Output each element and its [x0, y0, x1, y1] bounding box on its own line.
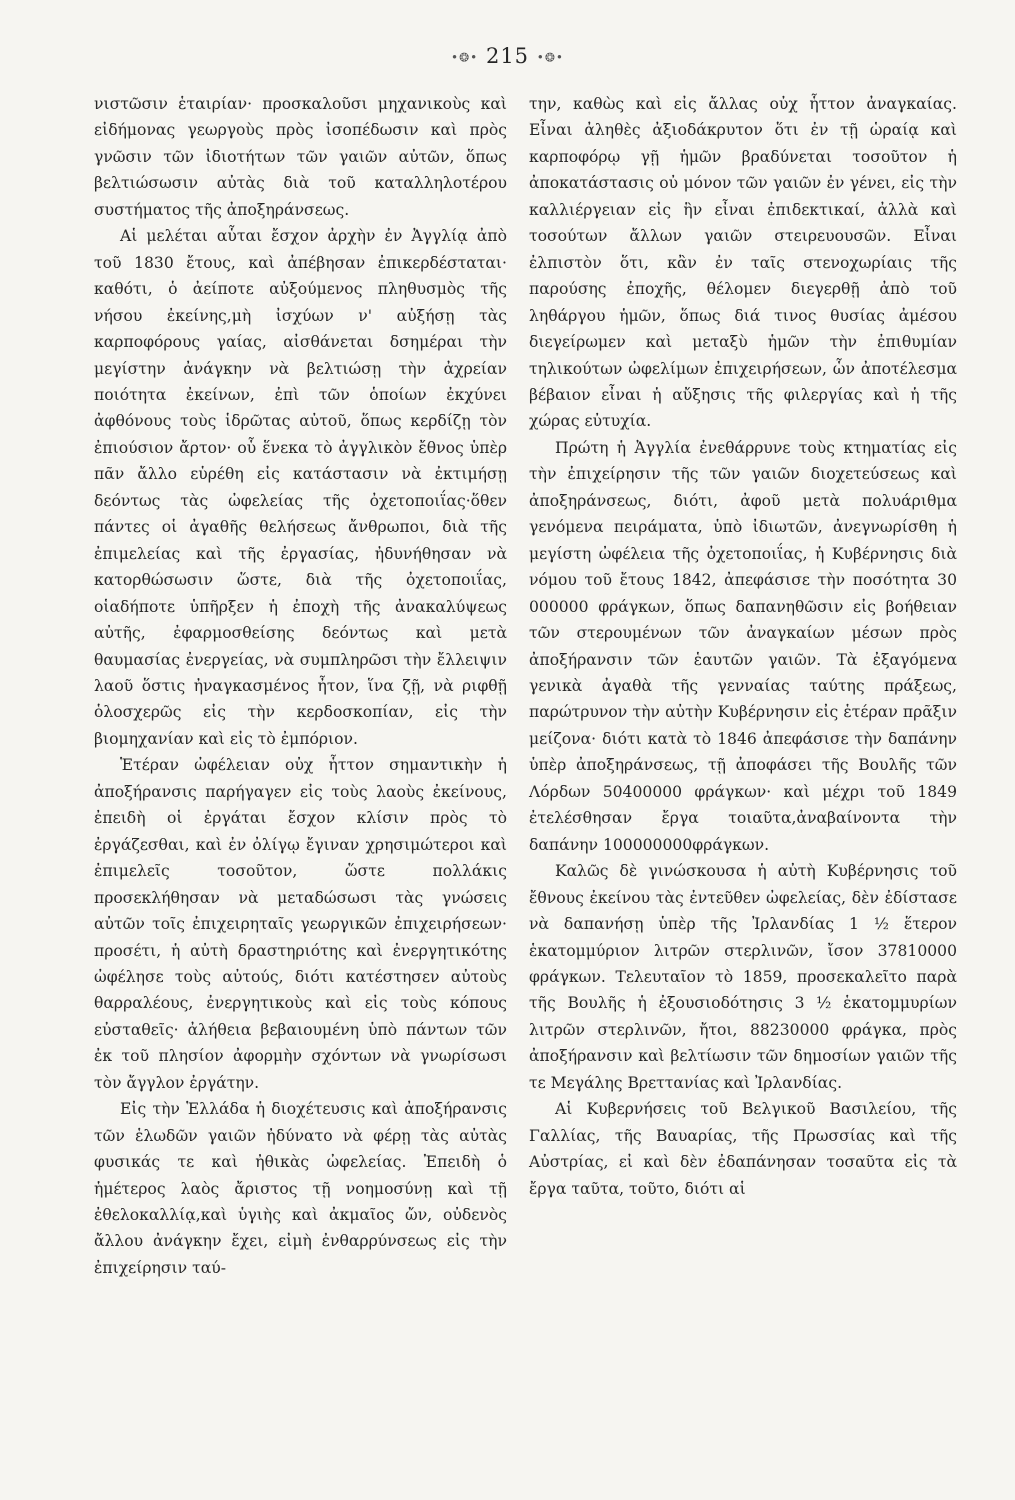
right-column: [529, 91, 957, 1202]
left-column: [94, 91, 507, 1281]
page-number: 215: [485, 44, 530, 68]
paragraph: νιστῶσιν ἑταιρίαν· προσκαλοῦσι μηχανικοὺς καὶ εἰδήμονας γεωργοὺς πρὸς ἰσοπέδωσιν καὶ πρὸς γνῶσιν τῶν ἰδιοτήτων τῶν γαιῶν αὐτῶν, ὅπως βελτιώσωσιν αὐτὰς διὰ τοῦ καταλληλοτέρου συστήματος τῆς ἀποξηράνσεως.: [94, 95, 507, 219]
paragraph: Καλῶς δὲ γινώσκουσα ἡ αὐτὴ Κυβέρνησις τοῦ ἔθνους ἐκείνου τὰς ἐντεῦθεν ὠφελείας, δὲν ἐδίστασε νὰ δαπανήσῃ ὑπὲρ τῆς Ἰρλανδίας 1 ½ ἕτερον ἑκατομμύριον λιτρῶν στερλινῶν, ἴσον 37810000 φράγκων. Τελευταῖον τὸ 1859, προσεκαλεῖτο παρὰ τῆς Βουλῆς ἡ ἐξουσιοδότησις 3 ½ ἑκατομμυρίων λιτρῶν στερλινῶν, ἤτοι, 88230000 φράγκα, πρὸς ἀποξήρανσιν καὶ βελτίωσιν τῶν δημοσίων γαιῶν τῆς τε Μεγάλης Βρεττανίας καὶ Ἰρλανδίας.: [529, 862, 957, 1092]
paragraph: Αἱ Κυβερνήσεις τοῦ Βελγικοῦ Βασιλείου, τῆς Γαλλίας, τῆς Βαυαρίας, τῆς Πρωσσίας καὶ τῆς Αὐστρίας, εἰ καὶ δὲν ἐδαπάνησαν τοσαῦτα εἰς τὰ ἔργα ταῦτα, τοῦτο, διότι αἱ: [529, 1100, 957, 1198]
paragraph: Αἱ μελέται αὗται ἔσχον ἀρχὴν ἐν Ἀγγλίᾳ ἀπὸ τοῦ 1830 ἔτους, καὶ ἀπέβησαν ἐπικερδέσταται· καθότι, ὁ ἀείποτε αὐξούμενος πληθυσμὸς τῆς νήσου ἐκείνης,μὴ ἰσχύων ν' αὐξήσῃ τὰς καρποφόρους γαίας, αἰσθάνεται δσημέραι τὴν μεγίστην ἀνάγκην νὰ βελτιώσῃ τὴν ἀχρείαν ποιότητα ἐκείνων, ἐπὶ τῶν ὁποίων ἐκχύνει ἀφθόνους τοὺς ἱδρῶτας αὐτοῦ, ὅπως κερδίζῃ τὸν ἐπιούσιον ἄρτον· οὗ ἕνεκα τὸ ἀγγλικὸν ἔθνος ὑπὲρ πᾶν ἄλλο εὑρέθη εἰς κατάστασιν νὰ ἐκτιμήσῃ δεόντως τὰς ὠφελείας τῆς ὀχετοποιΐας·ὅθεν πάντες οἱ ἀγαθῆς θελήσεως ἄνθρωποι, διὰ τῆς ἐπιμελείας καὶ τῆς ἐργασίας, ἠδυνήθησαν νὰ κατορθώσωσιν ὥστε, διὰ τῆς ὀχετοποιΐας, οἱαδήποτε ὑπῆρξεν ἡ ἐποχὴ τῆς ἀνακαλύψεως αὐτῆς, ἐφαρμοσθείσης δεόντως καὶ μετὰ θαυμασίας ἐνεργείας, νὰ συμπληρῶσι τὴν ἔλλειψιν λαοῦ ὅστις ἠναγκασμένος ἦτον, ἵνα ζῇ, νὰ ριφθῇ ὁλοσχερῶς εἰς τὴν κερδοσκοπίαν, εἰς τὴν βιομηχανίαν καὶ εἰς τὸ ἐμπόριον.: [94, 227, 507, 748]
paragraph: Ἑτέραν ὠφέλειαν οὐχ ἧττον σημαντικὴν ἡ ἀποξήρανσις παρήγαγεν εἰς τοὺς λαοὺς ἐκείνους, ἐπειδὴ οἱ ἐργάται ἔσχον κλίσιν πρὸς τὸ ἐργάζεσθαι, καὶ ἐν ὀλίγῳ ἔγιναν χρησιμώτεροι καὶ ἐπιμελεῖς τοσοῦτον, ὥστε πολλάκις προσεκλήθησαν νὰ μεταδώσωσι τὰς γνώσεις αὐτῶν τοῖς ἐπιχειρηταῖς γεωργικῶν ἐπιχειρήσεων· προσέτι, ἡ αὐτὴ δραστηριότης καὶ ἐνεργητικότης ὠφέλησε τοὺς αὐτούς, διότι κατέστησεν αὐτοὺς θαρραλέους, ἐνεργητικοὺς καὶ εἰς τοὺς κόπους εὐσταθεῖς· ἀλήθεια βεβαιουμένη ὑπὸ πάντων τῶν ἐκ τοῦ πλησίον ἀφορμὴν σχόντων νὰ γνωρίσωσι τὸν ἄγγλον ἐργάτην.: [94, 756, 507, 1092]
ornament-left-icon: •❂•: [451, 50, 479, 65]
ornament-right-icon: •❂•: [536, 50, 564, 65]
paragraph: Εἰς τὴν Ἑλλάδα ἡ διοχέτευσις καὶ ἀποξήρανσις τῶν ἑλωδῶν γαιῶν ἠδύνατο νὰ φέρῃ τὰς αὐτὰς φυσικάς τε καὶ ἠθικὰς ὠφελείας. Ἐπειδὴ ὁ ἡμέτερος λαὸς ἄριστος τῇ νοημοσύνῃ καὶ τῇ ἐθελοκαλλίᾳ,καὶ ὑγιὴς καὶ ἀκμαῖος ὤν, οὐδενὸς ἄλλου ἀνάγκην ἔχει, εἰμὴ ἐνθαρρύνσεως εἰς τὴν ἐπιχείρησιν ταύ-: [94, 1100, 507, 1277]
page-header: [0, 44, 1015, 68]
paragraph: Πρώτη ἡ Ἀγγλία ἐνεθάρρυνε τοὺς κτηματίας εἰς τὴν ἐπιχείρησιν τῆς τῶν γαιῶν διοχετεύσεως καὶ ἀποξηράνσεως, διότι, ἀφοῦ μετὰ πολυάριθμα γενόμενα πειράματα, ὑπὸ ἰδιωτῶν, ἀνεγνωρίσθη ἡ μεγίστη ὠφέλεια τῆς ὀχετοποιΐας, ἡ Κυβέρνησις διὰ νόμου τοῦ ἔτους 1842, ἀπεφάσισε τὴν ποσότητα 30 000000 φράγκων, ὅπως δαπανηθῶσιν εἰς βοήθειαν τῶν στερουμένων τῶν ἀναγκαίων μέσων πρὸς ἀποξήρανσιν τῶν ἑαυτῶν γαιῶν. Τὰ ἐξαγόμενα γενικὰ ἀγαθὰ τῆς γενναίας ταύτης πράξεως, παρώτρυνον τὴν αὐτὴν Κυβέρνησιν εἰς ἑτέραν πρᾶξιν μείζονα· διότι κατὰ τὸ 1846 ἀπεφάσισε τὴν δαπάνην ὑπὲρ ἀποξηράνσεως, τῇ ἀποφάσει τῆς Βουλῆς τῶν Λόρδων 50400000 φράγκων· καὶ μέχρι τοῦ 1849 ἐτελέσθησαν ἔργα τοιαῦτα,ἀναβαίνοντα τὴν δαπάνην 100000000φράγκων.: [529, 438, 957, 854]
paragraph: την, καθὼς καὶ εἰς ἄλλας οὐχ ἧττον ἀναγκαίας. Εἶναι ἀληθὲς ἀξιοδάκρυτον ὅτι ἐν τῇ ὡραίᾳ καὶ καρποφόρῳ γῇ ἡμῶν βραδύνεται τοσοῦτον ἡ ἀποκατάστασις οὐ μόνον τῶν γαιῶν ἐν γένει, εἰς τὴν καλλιέργειαν εἰς ἣν εἶναι ἐπιδεκτικαί, ἀλλὰ καὶ τοσούτων ἄλλων γαιῶν στειρευουσῶν. Εἶναι ἐλπιστὸν ὅτι, κἂν ἐν ταῖς στενοχωρίαις τῆς παρούσης ἐποχῆς, θέλομεν διεγερθῇ ἀπὸ τοῦ ληθάργου ἡμῶν, ὅπως διά τινος θυσίας ἀμέσου διεγείρωμεν καὶ μεταξὺ ἡμῶν τὴν ἐπιθυμίαν τηλικούτων ὠφελίμων ἐπιχειρήσεων, ὧν ἀποτέλεσμα βέβαιον εἶναι ἡ αὔξησις τῆς φιλεργίας καὶ ἡ τῆς χώρας εὐτυχία.: [529, 95, 957, 431]
